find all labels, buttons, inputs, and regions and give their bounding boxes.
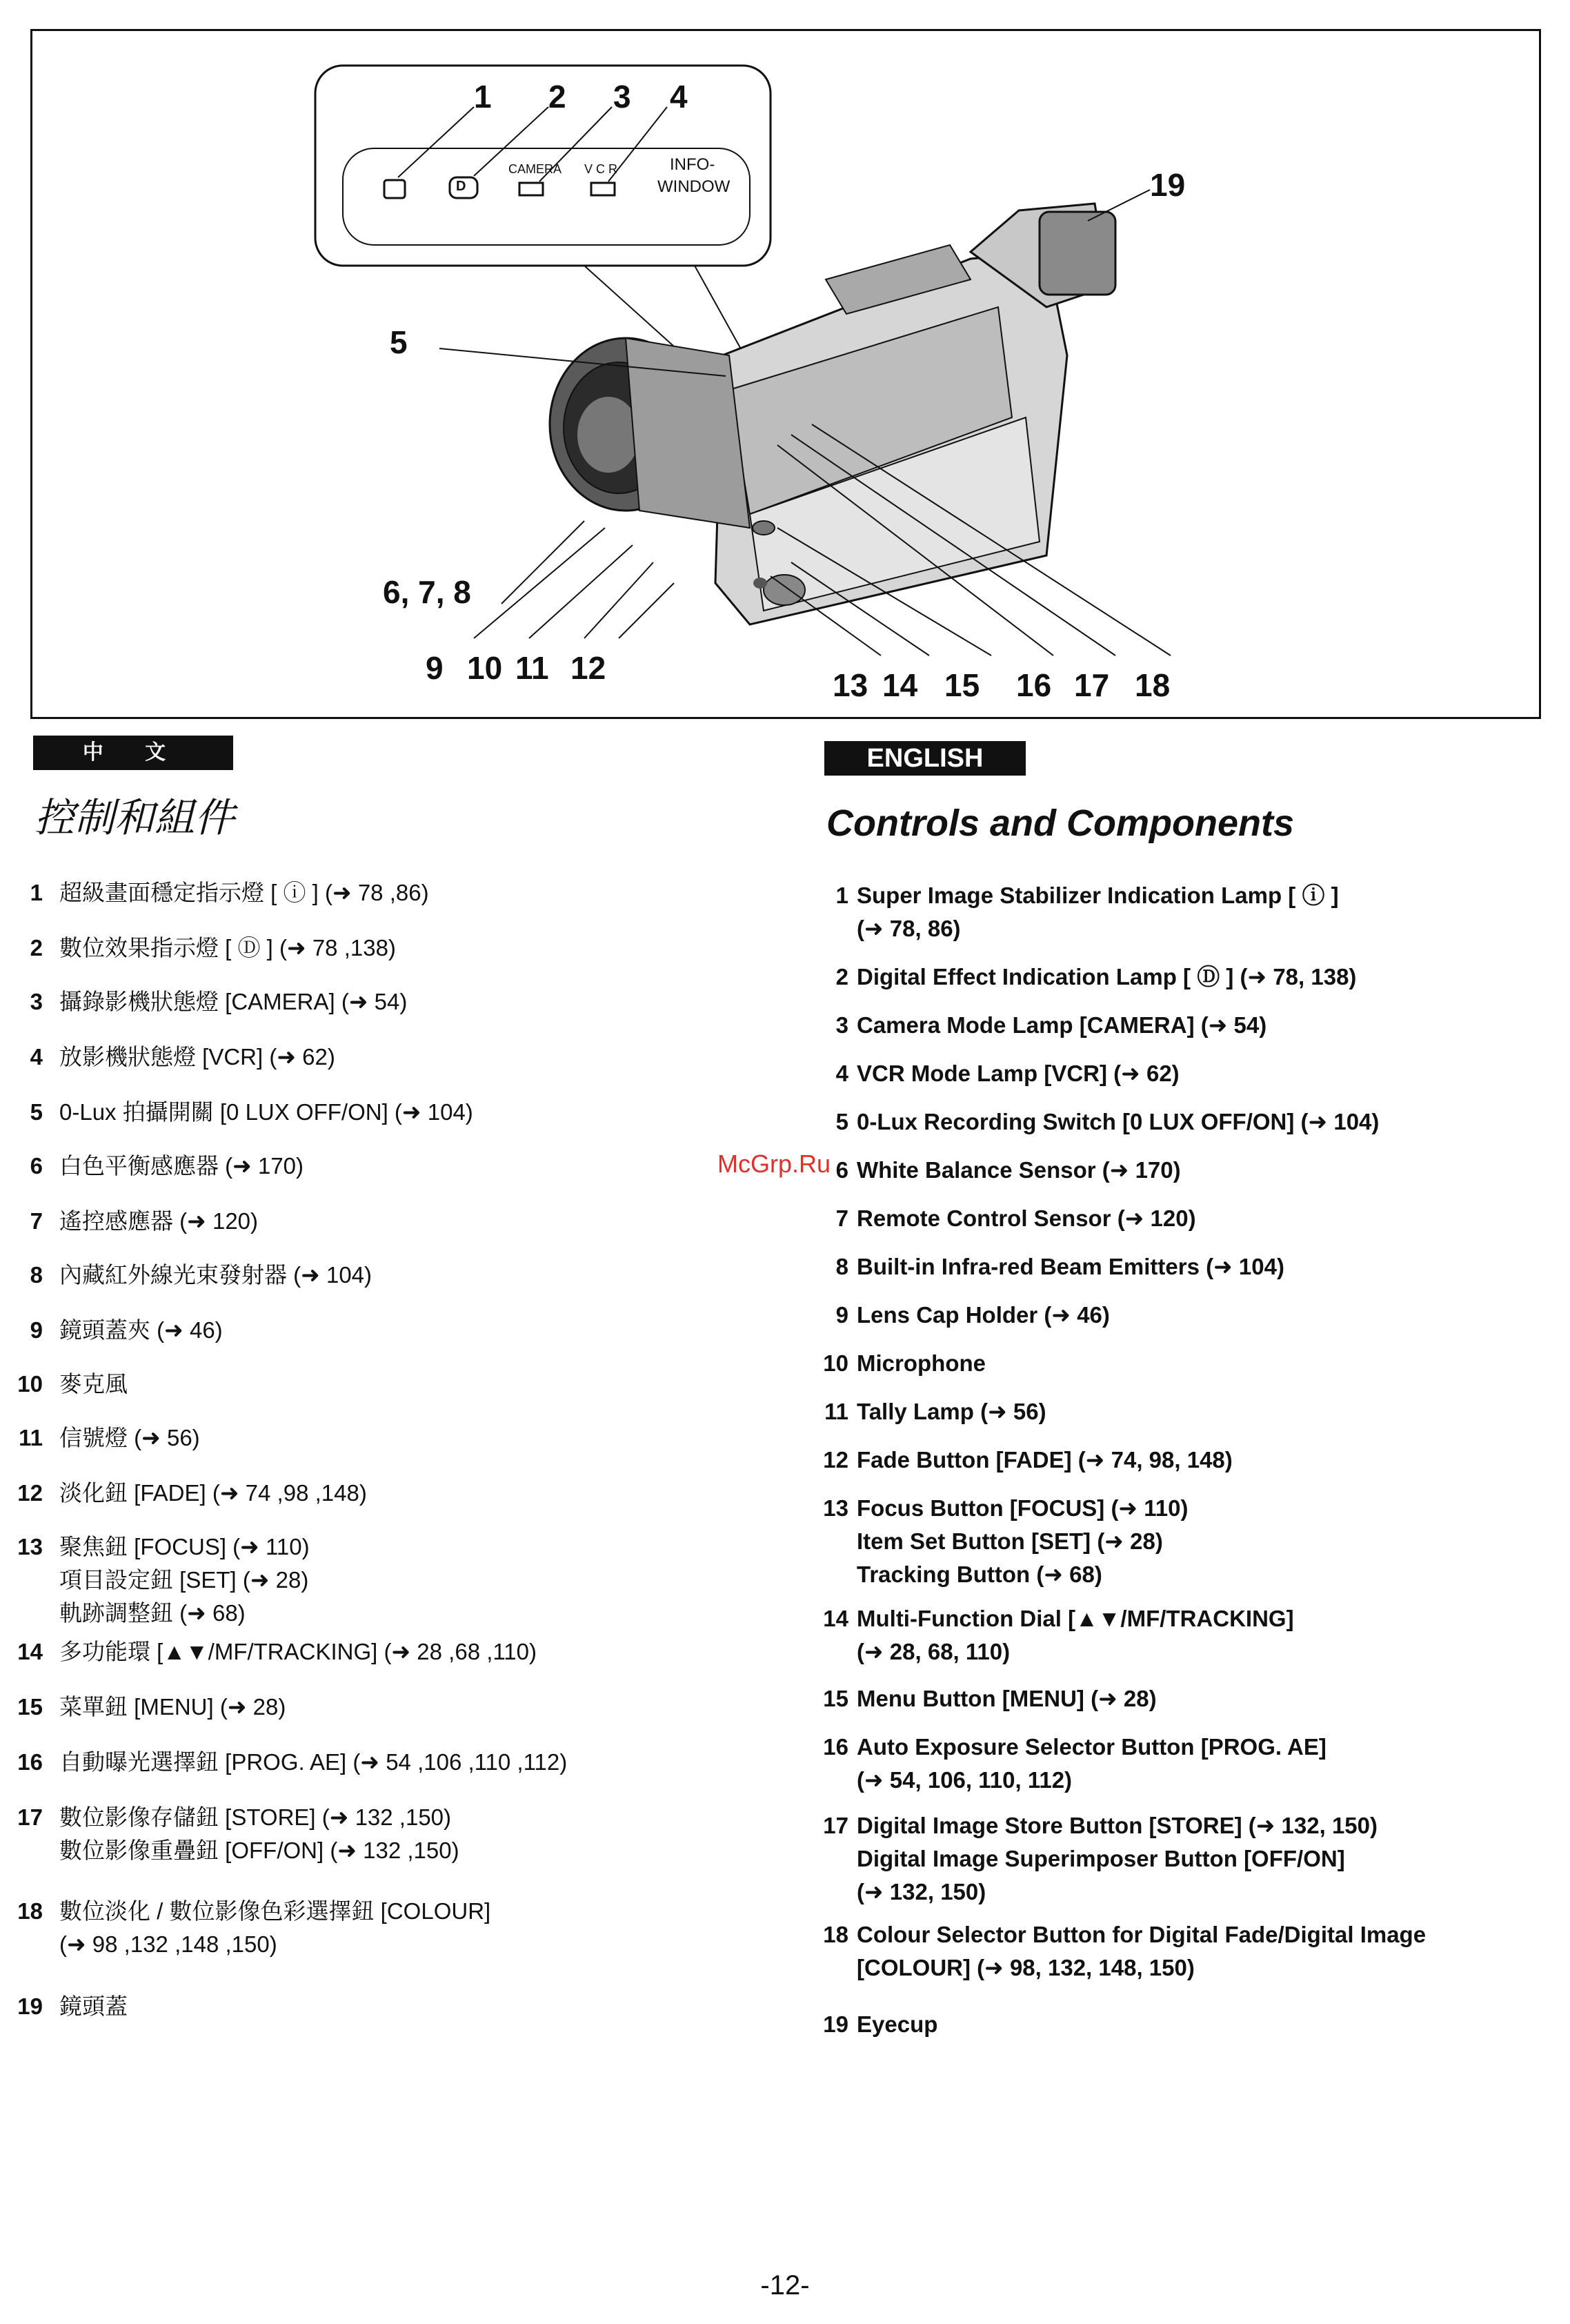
camcorder-illustration: [32, 31, 1539, 717]
item-number: 18: [823, 1922, 848, 1947]
item-line: 淡化鈕 [FADE] (➜ 74 ,98 ,148): [59, 1480, 367, 1506]
item-number: 15: [17, 1694, 43, 1720]
item-number: 8: [835, 1254, 848, 1279]
list-item: [17, 1314, 223, 1347]
item-number: 5: [30, 1099, 43, 1125]
item-text: [857, 1057, 1180, 1090]
item-text: [59, 1205, 258, 1238]
list-item: [17, 1990, 128, 2023]
d-symbol-label: D: [456, 179, 466, 194]
list-item: [821, 1202, 1196, 1235]
item-text: [59, 1314, 223, 1347]
item-text: [857, 961, 1356, 994]
item-line: Built-in Infra-red Beam Emitters (➜ 104): [857, 1254, 1284, 1279]
item-number: 14: [17, 1639, 43, 1664]
list-item: [17, 1895, 490, 1961]
item-number: 16: [17, 1749, 43, 1775]
item-line: Microphone: [857, 1350, 986, 1376]
item-line: 0-Lux 拍攝開關 [0 LUX OFF/ON] (➜ 104): [59, 1099, 473, 1125]
list-item: [17, 932, 396, 965]
callout-11: 11: [515, 650, 549, 686]
item-number: 4: [30, 1044, 43, 1070]
item-text: [857, 1202, 1196, 1235]
chinese-badge: 中 文: [33, 736, 233, 770]
item-text: [857, 1682, 1157, 1715]
callout-18: 18: [1135, 667, 1171, 703]
callout-3: 3: [613, 79, 631, 115]
english-badge: ENGLISH: [824, 741, 1026, 776]
item-line: (➜ 98 ,132 ,148 ,150): [59, 1931, 277, 1957]
item-line: Focus Button [FOCUS] (➜ 110): [857, 1495, 1189, 1521]
item-text: [59, 1691, 286, 1724]
item-text: [857, 1299, 1110, 1332]
item-number: 4: [835, 1061, 848, 1086]
list-item: [17, 1368, 128, 1401]
item-line: 數位淡化 / 數位影像色彩選擇鈕 [COLOUR]: [59, 1898, 491, 1924]
list-item: [17, 1635, 537, 1668]
list-item: [17, 1259, 372, 1292]
item-number: 5: [835, 1109, 848, 1134]
item-text: [857, 1444, 1233, 1477]
item-text: [59, 1635, 537, 1668]
list-item: [821, 2008, 937, 2041]
list-item: [17, 1530, 310, 1630]
list-item: [821, 1154, 1181, 1187]
list-item: [821, 1809, 1378, 1909]
item-number: 1: [835, 883, 848, 908]
window-label: WINDOW: [657, 177, 731, 196]
item-number: 18: [17, 1898, 43, 1924]
item-text: [857, 1918, 1426, 1985]
camera-label: CAMERA: [508, 162, 562, 176]
item-line: 鏡頭蓋夾 (➜ 46): [59, 1317, 223, 1343]
item-text: [857, 1602, 1294, 1668]
item-line: Super Image Stabilizer Indication Lamp [ ⓘ ]: [857, 883, 1339, 908]
item-number: 13: [823, 1495, 848, 1521]
list-item: [17, 985, 407, 1018]
item-number: 11: [824, 1399, 848, 1424]
list-item: [17, 1205, 258, 1238]
item-number: 19: [823, 2011, 848, 2037]
watermark: McGrp.Ru: [717, 1150, 831, 1178]
item-number: 16: [823, 1734, 848, 1760]
item-text: [857, 1809, 1378, 1909]
item-number: 14: [823, 1606, 848, 1631]
item-number: 10: [17, 1371, 43, 1397]
list-item: [821, 1105, 1379, 1139]
item-text: [857, 1347, 986, 1380]
camcorder-figure: [30, 29, 1541, 719]
item-number: 10: [823, 1350, 848, 1376]
list-item: [17, 1691, 286, 1724]
list-item: [17, 1421, 200, 1455]
item-text: [857, 1250, 1284, 1283]
list-item: [821, 1395, 1046, 1428]
item-line: (➜ 54, 106, 110, 112): [857, 1767, 1073, 1793]
list-item: [821, 1444, 1233, 1477]
item-number: 19: [17, 1993, 43, 2019]
list-item: [17, 1150, 304, 1183]
item-line: White Balance Sensor (➜ 170): [857, 1157, 1181, 1183]
item-text: [857, 1395, 1046, 1428]
item-line: 數位影像存儲鈕 [STORE] (➜ 132 ,150): [59, 1804, 452, 1830]
item-text: [857, 1154, 1181, 1187]
item-line: 項目設定鈕 [SET] (➜ 28): [59, 1567, 309, 1593]
callout-6-7-8: 6, 7, 8: [383, 574, 471, 610]
item-text: [857, 879, 1339, 945]
item-number: 7: [30, 1208, 43, 1234]
item-line: 信號燈 (➜ 56): [59, 1425, 200, 1450]
list-item: [17, 1746, 567, 1779]
list-item: [821, 1492, 1188, 1591]
item-text: [857, 1731, 1326, 1797]
item-text: [59, 1801, 459, 1867]
item-line: (➜ 132, 150): [857, 1879, 986, 1904]
item-text: [59, 1259, 372, 1292]
list-item: [821, 1009, 1266, 1042]
item-number: 12: [17, 1480, 43, 1506]
item-line: 多功能環 [▲▼/MF/TRACKING] (➜ 28 ,68 ,110): [59, 1639, 537, 1664]
item-line: VCR Mode Lamp [VCR] (➜ 62): [857, 1061, 1180, 1086]
item-line: Eyecup: [857, 2011, 938, 2037]
callout-19: 19: [1150, 167, 1186, 203]
item-number: 6: [835, 1157, 848, 1183]
item-line: 數位影像重疊鈕 [OFF/ON] (➜ 132 ,150): [59, 1838, 459, 1863]
list-item: [821, 1602, 1294, 1668]
callout-13: 13: [833, 667, 868, 703]
item-text: [59, 1530, 310, 1630]
item-line: 自動曝光選擇鈕 [PROG. AE] (➜ 54 ,106 ,110 ,112): [59, 1749, 568, 1775]
item-line: 菜單鈕 [MENU] (➜ 28): [59, 1694, 286, 1720]
list-item: [821, 1057, 1180, 1090]
item-line: 內藏紅外線光束發射器 (➜ 104): [59, 1262, 372, 1288]
item-text: [59, 932, 396, 965]
item-number: 3: [835, 1012, 848, 1038]
list-item: [17, 1096, 473, 1129]
callout-1: 1: [474, 79, 492, 115]
item-line: (➜ 78, 86): [857, 916, 961, 941]
item-line: [COLOUR] (➜ 98, 132, 148, 150): [857, 1955, 1195, 1980]
item-text: [59, 1477, 367, 1510]
list-item: [821, 1918, 1426, 1985]
list-item: [821, 1682, 1157, 1715]
item-line: 攝錄影機狀態燈 [CAMERA] (➜ 54): [59, 989, 408, 1014]
item-line: 超級畫面穩定指示燈 [ ⓘ ] (➜ 78 ,86): [59, 880, 429, 905]
item-text: [59, 876, 429, 909]
item-text: [857, 2008, 937, 2041]
item-number: 9: [30, 1317, 43, 1343]
callout-2: 2: [548, 79, 566, 115]
callout-14: 14: [882, 667, 918, 703]
list-item: [821, 1250, 1284, 1283]
item-text: [857, 1105, 1379, 1139]
item-line: Auto Exposure Selector Button [PROG. AE]: [857, 1734, 1326, 1760]
item-line: 軌跡調整鈕 (➜ 68): [59, 1600, 246, 1626]
item-line: 數位效果指示燈 [ Ⓓ ] (➜ 78 ,138): [59, 935, 396, 961]
list-item: [821, 1299, 1110, 1332]
callout-9: 9: [426, 650, 444, 686]
page-number: -12-: [760, 2270, 810, 2301]
item-number: 13: [17, 1534, 43, 1559]
item-line: 放影機狀態燈 [VCR] (➜ 62): [59, 1044, 335, 1070]
list-item: [17, 1041, 335, 1074]
item-number: 12: [823, 1447, 848, 1473]
item-number: 7: [835, 1205, 848, 1231]
item-line: (➜ 28, 68, 110): [857, 1639, 1011, 1664]
item-text: [59, 1096, 473, 1129]
item-text: [59, 1421, 200, 1455]
item-text: [59, 1150, 304, 1183]
item-line: Digital Image Store Button [STORE] (➜ 132, 150): [857, 1813, 1378, 1838]
english-heading: Controls and Components: [826, 802, 1294, 844]
item-line: Item Set Button [SET] (➜ 28): [857, 1528, 1163, 1554]
item-text: [59, 1746, 567, 1779]
item-line: Camera Mode Lamp [CAMERA] (➜ 54): [857, 1012, 1267, 1038]
item-number: 15: [823, 1686, 848, 1711]
list-item: [821, 961, 1356, 994]
item-line: 遙控感應器 (➜ 120): [59, 1208, 259, 1234]
item-line: Digital Effect Indication Lamp [ Ⓓ ] (➜ 78, 138): [857, 964, 1357, 989]
item-text: [857, 1492, 1188, 1591]
item-line: Colour Selector Button for Digital Fade/Digital Image: [857, 1922, 1427, 1947]
callout-15: 15: [944, 667, 980, 703]
item-line: Fade Button [FADE] (➜ 74, 98, 148): [857, 1447, 1233, 1473]
item-text: [59, 1895, 490, 1961]
item-text: [59, 1041, 335, 1074]
callout-10: 10: [467, 650, 503, 686]
item-text: [59, 1368, 128, 1401]
item-line: Tally Lamp (➜ 56): [857, 1399, 1046, 1424]
callout-12: 12: [570, 650, 606, 686]
item-number: 9: [835, 1302, 848, 1328]
item-line: 白色平衡感應器 (➜ 170): [59, 1153, 304, 1179]
list-item: [17, 1477, 367, 1510]
item-number: 17: [823, 1813, 848, 1838]
item-line: Remote Control Sensor (➜ 120): [857, 1205, 1196, 1231]
item-line: Tracking Button (➜ 68): [857, 1562, 1102, 1587]
callout-5: 5: [390, 324, 408, 360]
item-number: 6: [30, 1153, 43, 1179]
item-number: 8: [30, 1262, 43, 1288]
list-item: [17, 1801, 459, 1867]
list-item: [821, 879, 1339, 945]
item-number: 17: [17, 1804, 43, 1830]
list-item: [17, 876, 429, 909]
list-item: [821, 1347, 986, 1380]
item-line: 聚焦鈕 [FOCUS] (➜ 110): [59, 1534, 310, 1559]
item-number: 11: [19, 1425, 43, 1450]
callout-17: 17: [1074, 667, 1110, 703]
item-line: Menu Button [MENU] (➜ 28): [857, 1686, 1157, 1711]
callout-16: 16: [1016, 667, 1052, 703]
vcr-label: V C R: [584, 162, 618, 176]
item-number: 2: [835, 964, 848, 989]
item-line: 鏡頭蓋: [59, 1993, 128, 2019]
item-text: [857, 1009, 1266, 1042]
item-line: Lens Cap Holder (➜ 46): [857, 1302, 1110, 1328]
item-text: [59, 1990, 128, 2023]
item-number: 2: [30, 935, 43, 961]
item-number: 3: [30, 989, 43, 1014]
item-text: [59, 985, 407, 1018]
item-line: Multi-Function Dial [▲▼/MF/TRACKING]: [857, 1606, 1294, 1631]
item-number: 1: [30, 880, 43, 905]
item-line: 麥克風: [59, 1371, 128, 1397]
chinese-heading: 控制和組件: [34, 796, 235, 840]
item-line: 0-Lux Recording Switch [0 LUX OFF/ON] (➜ 104): [857, 1109, 1380, 1134]
callout-4: 4: [670, 79, 688, 115]
info-label: INFO-: [670, 155, 715, 174]
list-item: [821, 1731, 1326, 1797]
item-line: Digital Image Superimposer Button [OFF/ON]: [857, 1846, 1345, 1871]
